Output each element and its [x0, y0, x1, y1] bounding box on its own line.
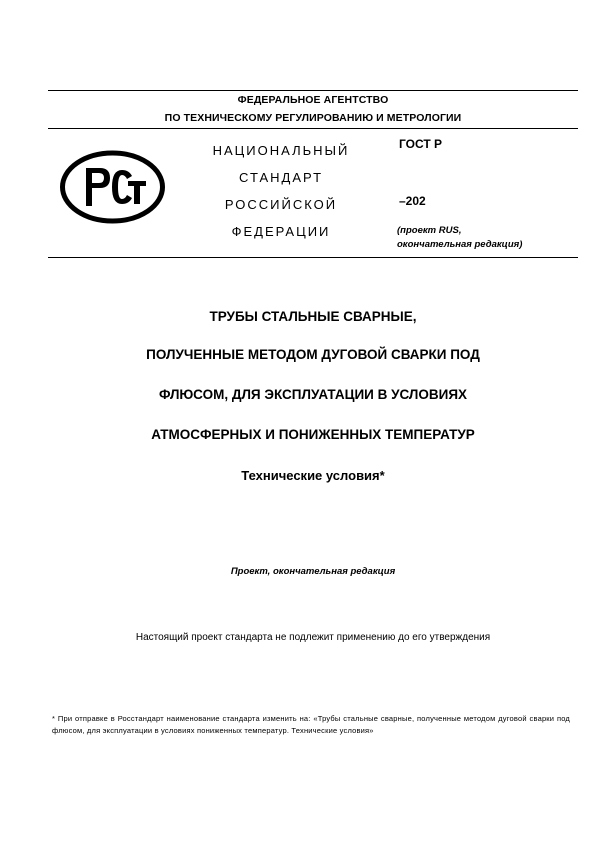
- gost-draft-note-line1: (проект RUS,: [397, 225, 462, 236]
- standard-type-line1: НАЦИОНАЛЬНЫЙ: [212, 143, 350, 158]
- agency-name-line2: ПО ТЕХНИЧЕСКОМУ РЕГУЛИРОВАНИЮ И МЕТРОЛОГИИ: [164, 112, 462, 124]
- document-subtitle: Технические условия*: [241, 468, 385, 483]
- applicability-notice: Настоящий проект стандарта не подлежит применению до его утверждения: [135, 632, 491, 643]
- document-title-line1: ТРУБЫ СТАЛЬНЫЕ СВАРНЫЕ,: [209, 309, 417, 324]
- gost-draft-note-line2: окончательная редакция): [397, 239, 523, 250]
- gost-year: –202: [399, 194, 426, 208]
- standard-type-line2: СТАНДАРТ: [238, 170, 324, 185]
- standard-type-line4: ФЕДЕРАЦИИ: [231, 224, 331, 239]
- document-title-line3: ФЛЮСОМ, ДЛЯ ЭКСПЛУАТАЦИИ В УСЛОВИЯХ: [158, 387, 468, 402]
- document-title-line2: ПОЛУЧЕННЫЕ МЕТОДОМ ДУГОВОЙ СВАРКИ ПОД: [146, 347, 480, 362]
- gost-designation: ГОСТ Р: [399, 137, 443, 151]
- header-rule: [48, 128, 578, 129]
- gost-draft-note: [397, 224, 577, 252]
- standard-type-line3: РОССИЙСКОЙ: [224, 197, 338, 212]
- draft-status: Проект, окончательная редакция: [230, 566, 396, 577]
- rst-logo-icon: [60, 150, 165, 224]
- agency-name-line1: ФЕДЕРАЛЬНОЕ АГЕНТСТВО: [237, 94, 389, 106]
- document-title-line4: АТМОСФЕРНЫХ И ПОНИЖЕННЫХ ТЕМПЕРАТУР: [151, 427, 475, 442]
- top-rule: [48, 90, 578, 91]
- bottom-rule: [48, 257, 578, 258]
- footnote: * При отправке в Росстандарт наименование стандарта изменить на: «Трубы стальные сварные, полученные методом дуговой сварки под флюсом, для эксплуатации в условиях пониженных температур. Технические условия»: [52, 714, 570, 735]
